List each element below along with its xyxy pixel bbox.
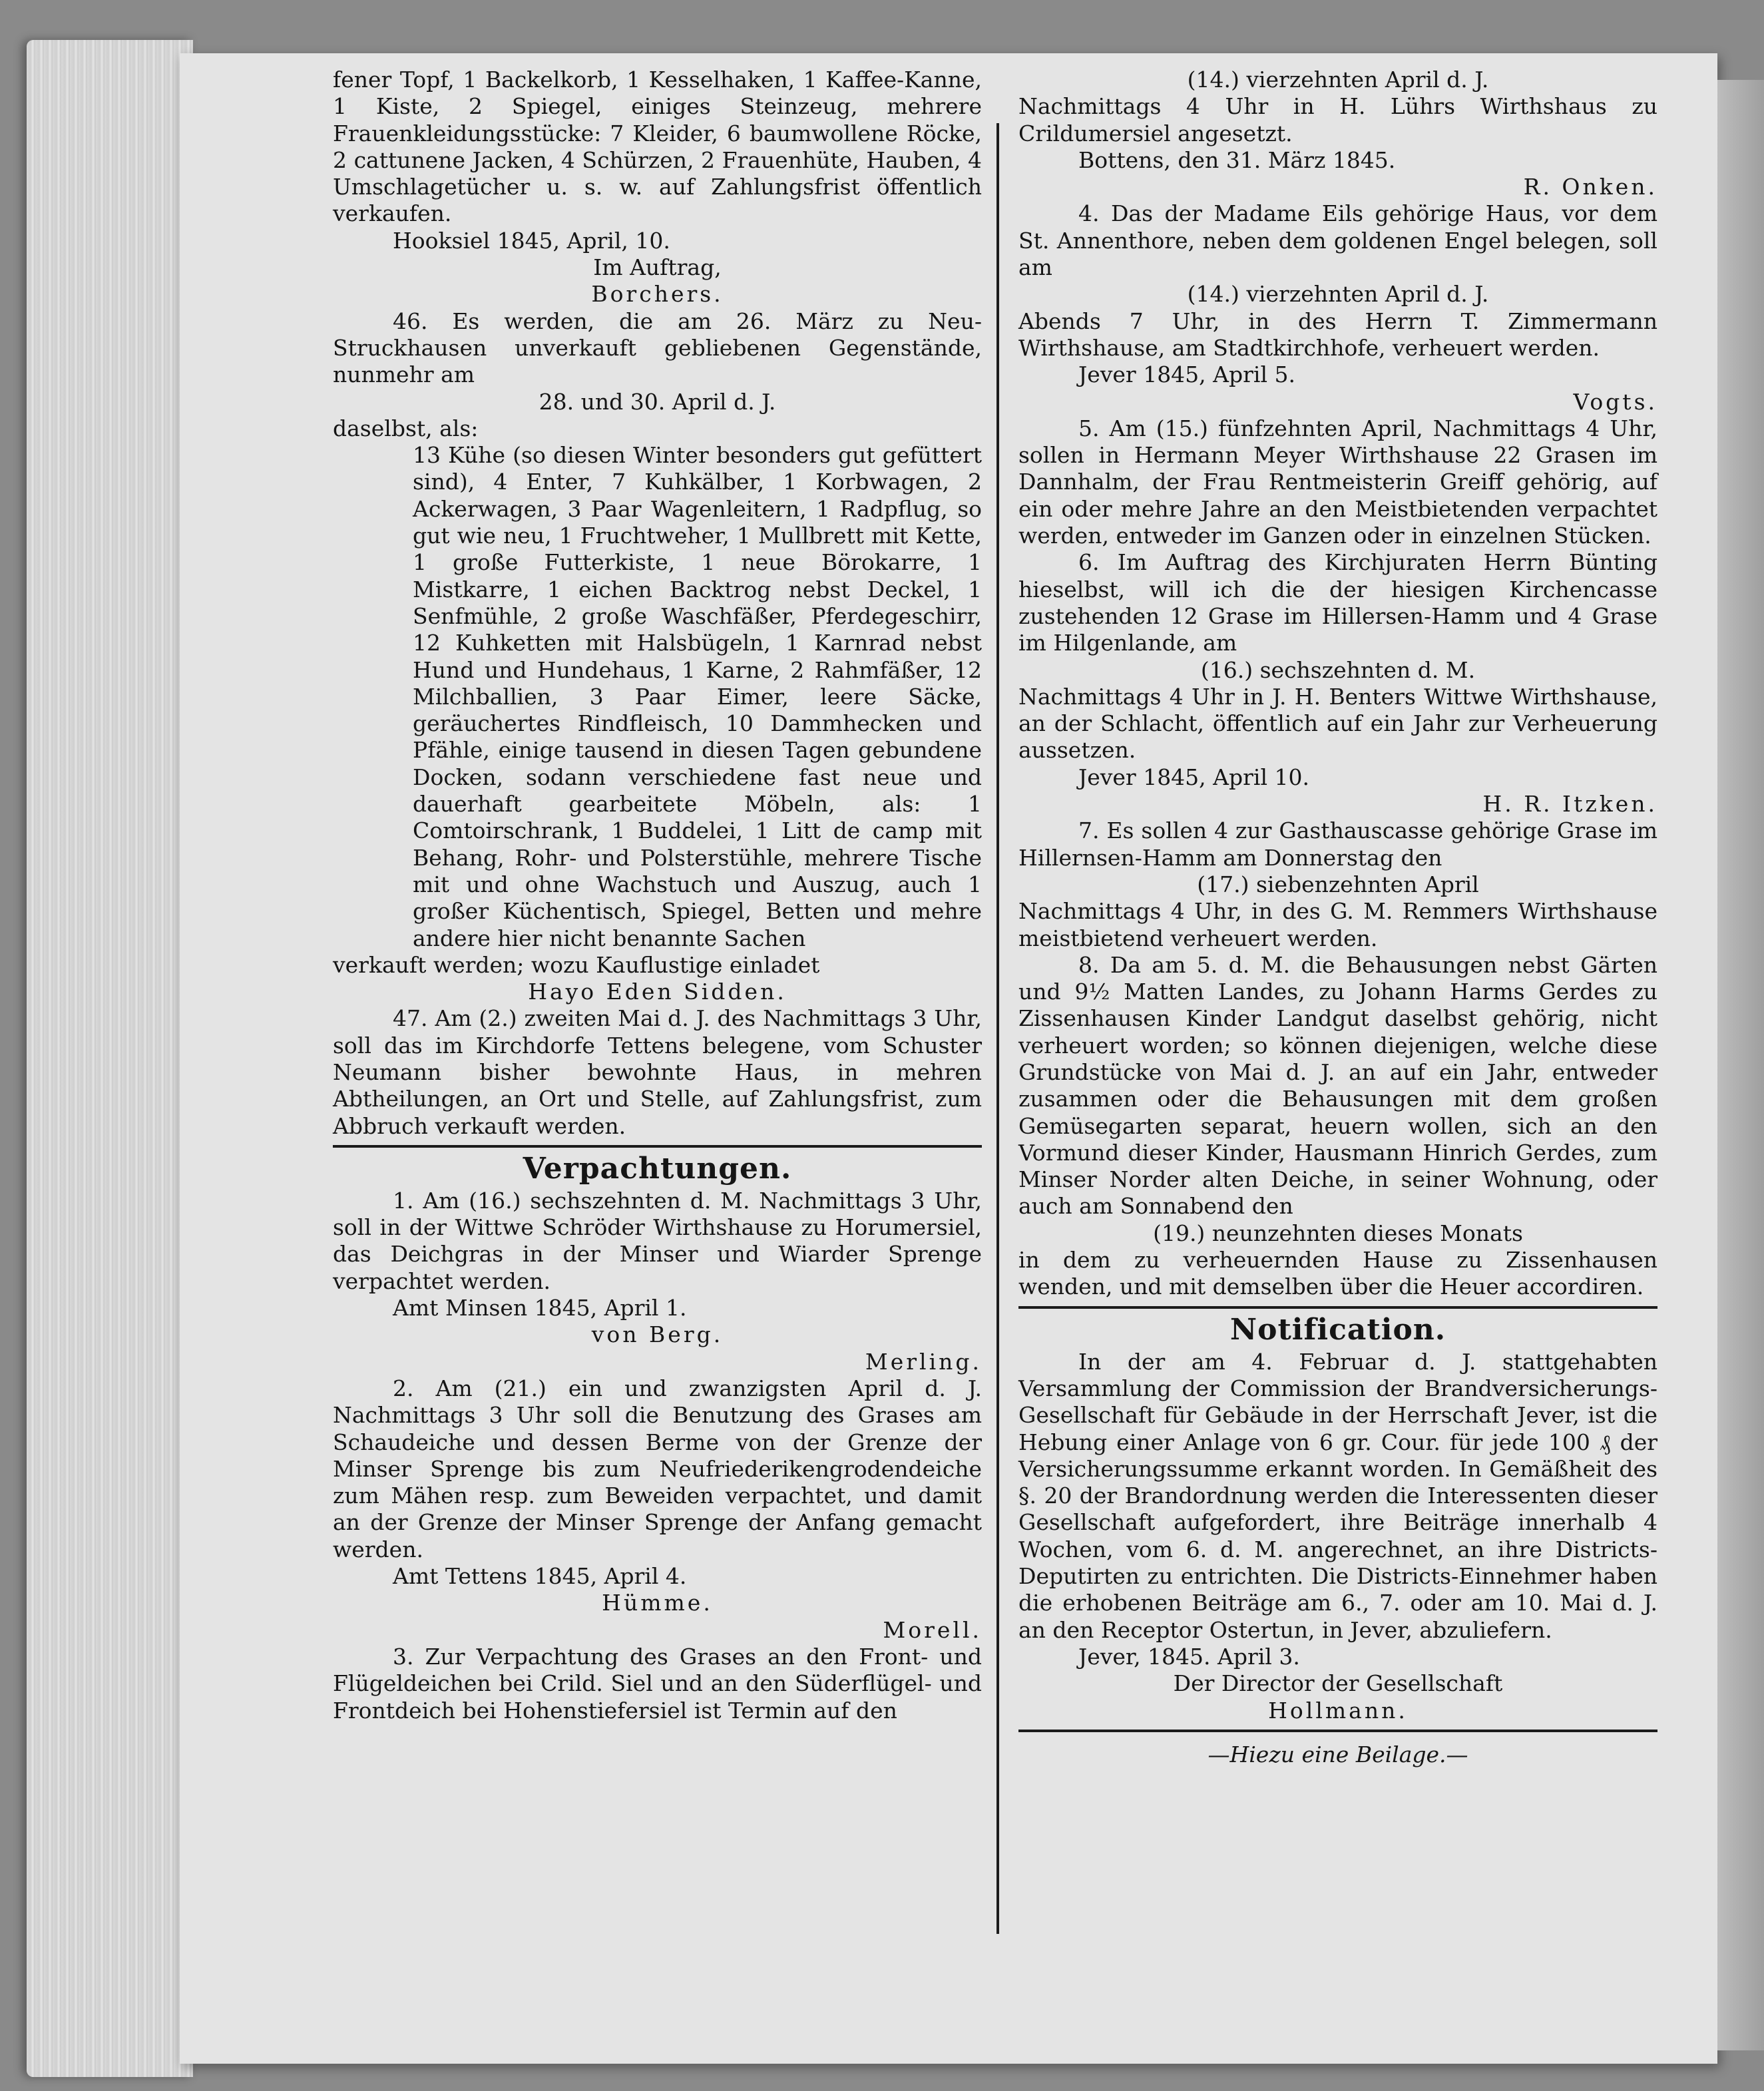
lease-6-date: (16.) sechszehnten d. M. xyxy=(1200,656,1476,683)
lease-4-date: (14.) vierzehnten April d. J. xyxy=(1187,281,1489,308)
notification-text: In der am 4. Februar d. J. stattgehabten Versammlung der Commission der Brandversicherungs-Gesellschaft für Gebäude in der Herrschaft Jever, ist die Hebung einer Anlage von 6 gr. Cour. für jede 100 ₰ der Versicherungssumme erkannt worden. In Gemäßheit des §. 20 der Brandordnung werden die Interessenten dieser Gesellschaft aufgefordert, ihre Beiträge innerhalb 4 Wochen, vom 6. d. M. angerechnet, an ihre Districts-Deputirten zu entrichten. Die Districts-Einnehmer haben die erhobenen Beiträge am 6., 7. oder am 10. Mai d. J. an den Receptor Ostertun, in Jever, abzuliefern. xyxy=(1018,1348,1657,1643)
lease-1-signature-2: Merling. xyxy=(865,1348,982,1375)
notice-46-daselbst: daselbst, als: xyxy=(333,415,479,441)
lease-3-place-date: Bottens, den 31. März 1845. xyxy=(1078,146,1396,173)
lease-6: 6. Im Auftrag des Kirchjuraten Herrn Bünting hieselbst, will ich die der hiesigen Kirchencasse zustehenden 12 Grase im Hillersen-Hamm und 4 Grase im Hilgenlande, am xyxy=(1018,549,1657,656)
notification-signature: Hollmann. xyxy=(1268,1697,1408,1724)
lease-6-continuation: Nachmittags 4 Uhr in J. H. Benters Wittwe Wirthshause, an der Schlacht, öffentlich auf ein Jahr zur Verheuerung aussetzen. xyxy=(1018,683,1657,764)
lease-3-continuation: Nachmittags 4 Uhr in H. Lührs Wirthshaus zu Crildumersiel angesetzt. xyxy=(1018,93,1657,146)
lease-6-place-date: Jever 1845, April 10. xyxy=(1078,764,1309,790)
lease-7: 7. Es sollen 4 zur Gasthauscasse gehörige Grase im Hillernsen-Hamm am Donnerstag den xyxy=(1018,817,1657,871)
notification-place-date: Jever, 1845. April 3. xyxy=(1078,1643,1300,1670)
notification-director: Der Director der Gesellschaft xyxy=(1173,1670,1503,1697)
lease-8-continuation: in dem zu verheuernden Hause zu Zissenhausen wenden, und mit demselben über die Heuer accordiren. xyxy=(1018,1247,1657,1300)
lease-2: 2. Am (21.) ein und zwanzigsten April d. J. Nachmittags 3 Uhr soll die Benutzung des Grases am Schaudeiche und dessen Berme von der Grenze der Minser Sprenge bis zum Neufriederikengrodendeiche zum Mähen resp. zum Beweiden verpachtet, und damit an der Grenze der Minser Sprenge der Anfang gemacht werden. xyxy=(333,1375,982,1562)
lease-4-continuation: Abends 7 Uhr, in des Herrn T. Zimmermann Wirthshause, am Stadtkirchhofe, verheuert werden. xyxy=(1018,308,1657,361)
notice-46-signature: Hayo Eden Sidden. xyxy=(528,979,787,1005)
lease-3: 3. Zur Verpachtung des Grases an den Front- und Flügeldeichen bei Crild. Siel und an den Süderflügel- und Frontdeich bei Hohenstiefersiel ist Termin auf den xyxy=(333,1643,982,1724)
lease-1-place-date: Amt Minsen 1845, April 1. xyxy=(393,1295,687,1321)
lease-4-place-date: Jever 1845, April 5. xyxy=(1078,361,1295,388)
column-divider xyxy=(996,123,999,1934)
lease-2-signature-2: Morell. xyxy=(883,1616,982,1643)
heading-verpachtungen: Verpachtungen. xyxy=(523,1151,792,1186)
lease-3-date: (14.) vierzehnten April d. J. xyxy=(1187,67,1489,93)
lease-2-place-date: Amt Tettens 1845, April 4. xyxy=(393,1563,687,1590)
lease-2-signature-1: Hümme. xyxy=(602,1590,713,1616)
notice-46-end: verkauft werden; wozu Kauflustige einladet xyxy=(333,951,820,978)
lease-8-date: (19.) neunzehnten dieses Monats xyxy=(1153,1220,1523,1246)
lease-7-date: (17.) siebenzehnten April xyxy=(1197,871,1479,897)
right-column xyxy=(1018,67,1657,1768)
notice-46: 46. Es werden, die am 26. März zu Neu-Struckhausen unverkauft gebliebenen Gegenstände, nunmehr am xyxy=(333,308,982,388)
lease-7-continuation: Nachmittags 4 Uhr, in des G. M. Remmers Wirthshause meistbietend verheuert werden. xyxy=(1018,898,1657,951)
intro-signature: Borchers. xyxy=(591,281,724,308)
notice-47: 47. Am (2.) zweiten Mai d. J. des Nachmittags 3 Uhr, soll das im Kirchdorfe Tettens belegene, vom Schuster Neumann bisher bewohnte Haus, in mehren Abtheilungen, an Ort und Stelle, auf Zahlungsfrist, zum Abbruch verkauft werden. xyxy=(333,1005,982,1139)
section-rule xyxy=(333,1145,982,1148)
intro-auftrag: Im Auftrag, xyxy=(593,254,722,281)
lease-1-signature-1: von Berg. xyxy=(591,1321,724,1348)
heading-notification: Notification. xyxy=(1229,1312,1446,1347)
lease-4-signature: Vogts. xyxy=(1573,388,1657,415)
lease-4: 4. Das der Madame Eils gehörige Haus, vor dem St. Annenthore, neben dem goldenen Engel belegen, soll am xyxy=(1018,200,1657,281)
lease-8: 8. Da am 5. d. M. die Behausungen nebst Gärten und 9½ Matten Landes, zu Johann Harms Gerdes zu Zissenhausen Kinder Landgut daselbst gehörig, nicht verheuert worden; so können diejenigen, welche diese Grundstücke von Mai d. J. an auf ein Jahr, entweder zusammen oder die Behausungen mit dem großen Gemüsegarten separat, heuern wollen, sich an den Vormund dieser Kinder, Hausmann Hinrich Gerdes, zum Minser Norder alten Deiche, in seiner Wohnung, oder auch am Sonnabend den xyxy=(1018,951,1657,1220)
lease-5: 5. Am (15.) fünfzehnten April, Nachmittags 4 Uhr, sollen in Hermann Meyer Wirthshause 22 Grasen im Dannhalm, der Frau Rentmeisterin Greiff gehörig, auf ein oder mehre Jahre an den Meistbietenden verpachtet werden, entweder im Ganzen oder in einzelnen Stücken. xyxy=(1018,415,1657,549)
section-rule xyxy=(1018,1306,1657,1309)
auction-intro-text: fener Topf, 1 Backelkorb, 1 Kesselhaken, 1 Kaffee-Kanne, 1 Kiste, 2 Spiegel, einiges Steinzeug, mehrere Frauenkleidungsstücke: 7 Kleider, 6 baumwollene Röcke, 2 cattunene Jacken, 4 Schürzen, 2 Frauenhüte, Hauben, 4 Umschlagetücher u. s. w. auf Zahlungsfrist öffentlich verkaufen. xyxy=(333,67,982,227)
book-page-edges xyxy=(27,40,193,2077)
left-column xyxy=(333,67,982,1724)
supplement-note: —Hiezu eine Beilage.— xyxy=(1208,1741,1468,1767)
section-rule xyxy=(1018,1730,1657,1732)
facing-page-edge xyxy=(1717,80,1764,2050)
lease-3-signature: R. Onken. xyxy=(1523,174,1657,200)
lease-1: 1. Am (16.) sechszehnten d. M. Nachmittags 3 Uhr, soll in der Wittwe Schröder Wirthshause zu Horumersiel, das Deichgras in der Minser und Wiarder Sprenge verpachtet werden. xyxy=(333,1187,982,1294)
notice-46-item-list: 13 Kühe (so diesen Winter besonders gut gefüttert sind), 4 Enter, 7 Kuhkälber, 1 Korbwagen, 2 Ackerwagen, 3 Paar Wagenleitern, 1 Radpflug, so gut wie neu, 1 Fruchtweher, 1 Mullbrett mit Kette, 1 große Futterkiste, 1 neue Börokarre, 1 Mistkarre, 1 eichen Backtrog nebst Deckel, 1 Senfmühle, 2 große Waschfäßer, Pferdegeschirr, 12 Kuhketten mit Halsbügeln, 1 Karnrad nebst Hund und Hundehaus, 1 Karne, 2 Rahmfäßer, 12 Milchballien, 3 Paar Eimer, leere Säcke, geräuchertes Rindfleisch, 10 Dammhecken und Pfähle, einige tausend in diesen Tagen gebundene Docken, sodann verschiedene fast neue und dauerhaft gearbeitete Möbeln, als: 1 Comtoirschrank, 1 Buddelei, 1 Litt de camp mit Behang, Rohr- und Polsterstühle, mehrere Tische mit und ohne Wachstuch und Auszug, auch 1 großer Küchentisch, Spiegel, Betten und mehre andere hier nicht benannte Sachen xyxy=(413,442,982,951)
lease-6-signature: H. R. Itzken. xyxy=(1482,791,1657,817)
notice-46-dates: 28. und 30. April d. J. xyxy=(539,388,776,415)
intro-place-date: Hooksiel 1845, April, 10. xyxy=(393,227,670,254)
